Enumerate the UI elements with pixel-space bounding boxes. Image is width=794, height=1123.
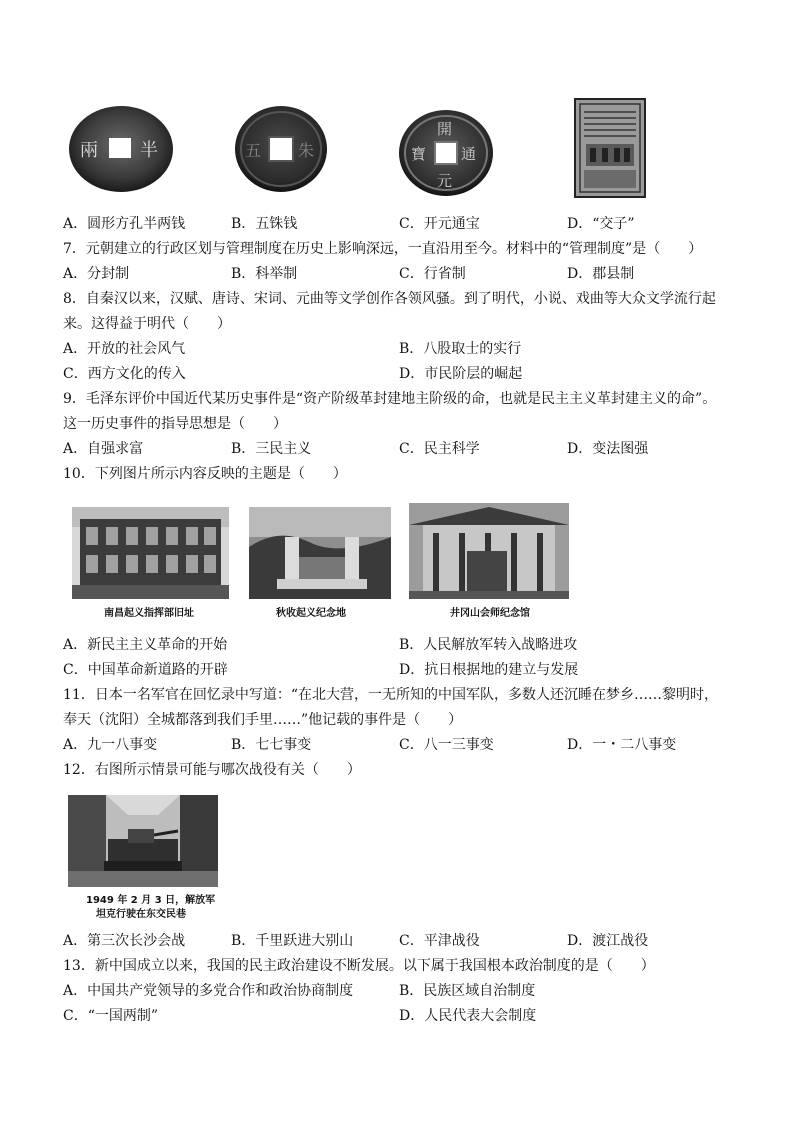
q12-option-b: B．千里跃进大别山 [231,933,354,949]
q10-option-b: B．人民解放军转入战略进攻 [399,637,578,653]
q6-option-a: A．圆形方孔半两钱 [63,216,186,232]
caption-tank-line1: 1949 年 2 月 3 日，解放军 [86,895,216,906]
q9-option-a: A．自强求富 [63,441,144,457]
q13-stem: 13．新中国成立以来，我国的民主政治建设不断发展。以下属于我国根本政治制度的是（ ） [63,958,655,974]
q11-option-d: D．一・二八事变 [567,737,677,753]
q9-stem-line1: 9．毛泽东评价中国近代某历史事件是“资产阶级革封建地主阶级的命，也就是民主主义革封建主义的命”。 [63,391,717,407]
svg-text:五: 五 [245,141,262,160]
nanchang-uprising-photo [72,507,229,599]
q7-option-a: A．分封制 [63,266,130,282]
q7-option-b: B．科举制 [231,266,298,282]
q7-option-d: D．郡县制 [567,266,635,282]
q8-stem-line1: 8．自秦汉以来，汉赋、唐诗、宋词、元曲等文学创作各领风骚。到了明代，小说、戏曲等大众文学流行起 [63,291,716,307]
pla-tank-beijing-photo [68,795,218,887]
q12-stem: 12．右图所示情景可能与哪次战役有关（ ） [63,762,361,778]
q13-option-a: A．中国共产党领导的多党合作和政治协商制度 [63,983,354,999]
q12-option-d: D．渡江战役 [567,933,649,949]
q8-option-c: C．西方文化的传入 [63,366,186,382]
q9-option-b: B．三民主义 [231,441,312,457]
q10-option-a: A．新民主主义革命的开始 [63,637,228,653]
q10-option-d: D．抗日根据地的建立与发展 [399,662,579,678]
svg-text:兩: 兩 [80,140,98,161]
q12-option-a: A．第三次长沙会战 [63,933,186,949]
caption-nanchang: 南昌起义指挥部旧址 [104,608,194,619]
q6-option-b: B．五铢钱 [231,216,298,232]
q13-option-d: D．人民代表大会制度 [399,1008,537,1024]
autumn-harvest-memorial-photo [249,507,391,599]
svg-text:元: 元 [437,172,453,190]
q6-option-d: D．“交子” [567,216,635,232]
caption-tank-line2: 坦克行驶在东交民巷 [96,909,186,920]
q9-stem-line2: 这一历史事件的指导思想是（ ） [63,416,287,432]
coin-wuzhu-image [233,104,329,194]
q10-option-c: C．中国革命新道路的开辟 [63,662,228,678]
q8-stem-line2: 来。这得益于明代（ ） [63,316,231,332]
q11-option-b: B．七七事变 [231,737,312,753]
jiaozi-note-image [574,98,646,198]
q11-stem-line2: 奉天（沈阳）全城都落到我们手里……”他记载的事件是（ ） [63,712,463,728]
q11-option-c: C．八一三事变 [399,737,494,753]
q8-option-b: B．八股取士的实行 [399,341,522,357]
svg-text:半: 半 [140,140,158,161]
q10-stem: 10．下列图片所示内容反映的主题是（ ） [63,466,347,482]
jinggangshan-hall-photo [409,503,569,599]
q7-stem: 7．元朝建立的行政区划与管理制度在历史上影响深远，一直沿用至今。材料中的“管理制度”是（ ） [63,241,703,257]
q11-stem-line1: 11．日本一名军官在回忆录中写道：“在北大营，一无所知的中国军队，多数人还沉睡在梦乡……黎明时， [63,687,718,703]
svg-text:寶: 寶 [411,145,427,163]
q8-option-d: D．市民阶层的崛起 [399,366,523,382]
q9-option-d: D．变法图强 [567,441,649,457]
caption-jinggangshan: 井冈山会师纪念馆 [450,608,530,619]
caption-autumn-harvest: 秋收起义纪念地 [276,608,346,619]
q9-option-c: C．民主科学 [399,441,480,457]
coin-banliang-image [66,104,176,194]
q11-option-a: A．九一八事变 [63,737,158,753]
svg-text:朱: 朱 [298,141,315,160]
q7-option-c: C．行省制 [399,266,466,282]
q12-option-c: C．平津战役 [399,933,480,949]
q6-option-c: C．开元通宝 [399,216,480,232]
svg-text:開: 開 [437,120,453,138]
q8-option-a: A．开放的社会风气 [63,341,186,357]
coin-kaiyuan-image [397,108,495,198]
q13-option-c: C．“一国两制” [63,1008,159,1024]
q13-option-b: B．民族区域自治制度 [399,983,536,999]
svg-text:通: 通 [461,145,477,163]
